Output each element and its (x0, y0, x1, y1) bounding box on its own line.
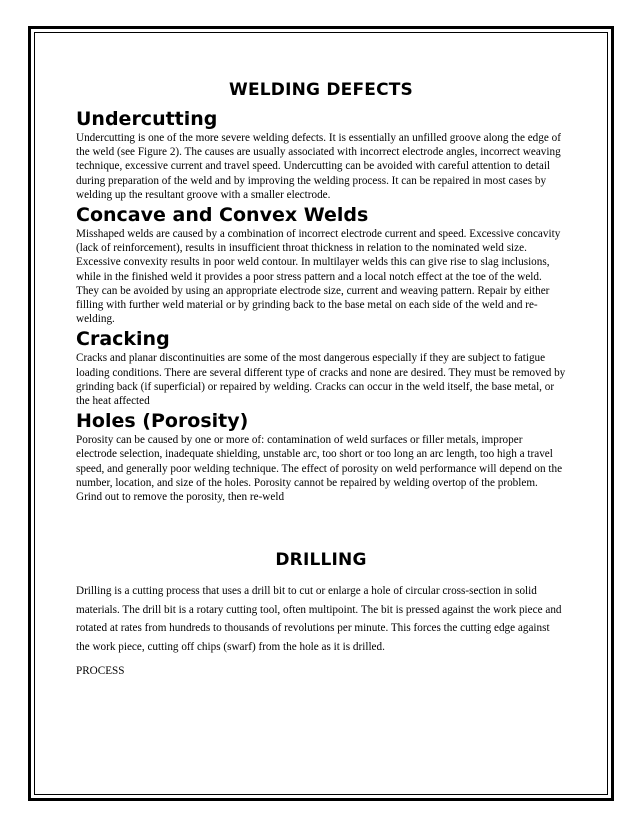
document-content (76, 76, 566, 677)
heading-holes-porosity: Holes (Porosity) (76, 410, 249, 433)
paragraph-undercutting: Undercutting is one of the more severe welding defects. It is essentially an unfilled groove along the edge of the weld (see Figure 2). The causes are usually associated with incorrect electrode angles, incorrect weaving technique, excessive current and travel speed. Undercutting can be avoided with careful attention to detail during preparation of the weld and by improving the welding process. It can be repaired in most cases by welding up the resultant groove with a smaller electrode. (76, 132, 561, 201)
paragraph-concave-convex-welds: Misshaped welds are caused by a combination of incorrect electrode current and speed. Excessive concavity (lack of reinforcement), results in insufficient throat thickness in relation to the nominated weld size. Excessive convexity results in poor weld contour. In multilayer welds this can give rise to slag inclusions, while in the finished weld it provides a poor stress pattern and a local notch effect at the toe of the weld. They can be avoided by using an appropriate electrode size, current and weaving pattern. Repair by either filling with further weld material or by grinding back to the base metal on each side of the weld and re-welding. (76, 228, 561, 326)
drilling-title: DRILLING (275, 550, 367, 571)
heading-cracking: Cracking (76, 328, 170, 351)
heading-undercutting: Undercutting (76, 108, 218, 130)
paragraph-drilling: Drilling is a cutting process that uses a drill bit to cut or enlarge a hole of circular cross-section in solid materials. The drill bit is a rotary cutting tool, often multipoint. The bit is pressed against the work piece and rotated at rates from hundreds to thousands of revolutions per minute. This forces the cutting edge against the work piece, cutting off chips (swarf) from the hole as it is drilled. (76, 585, 562, 654)
welding-defects-title: WELDING DEFECTS (229, 80, 413, 100)
process-label: PROCESS (76, 664, 125, 677)
heading-concave-convex-welds: Concave and Convex Welds (76, 204, 369, 227)
paragraph-holes-porosity: Porosity can be caused by one or more of: contamination of weld surfaces or filler metals, improper electrode selection, inadequate shielding, unstable arc, too short or too long an arc length, too high a travel speed, and generally poor welding technique. The effect of porosity on weld performance will depend on the number, location, and size of the holes. Porosity cannot be repaired by welding overtop of the problem. Grind out to remove the porosity, then re-weld (76, 434, 563, 504)
paragraph-cracking: Cracks and planar discontinuities are some of the most dangerous especially if they are subject to fatigue loading conditions. There are several different type of cracks and none are desired. They must be removed by grinding back (if superficial) or repaired by welding. Cracks can occur in the weld itself, the base metal, or the heat affected (76, 352, 566, 408)
